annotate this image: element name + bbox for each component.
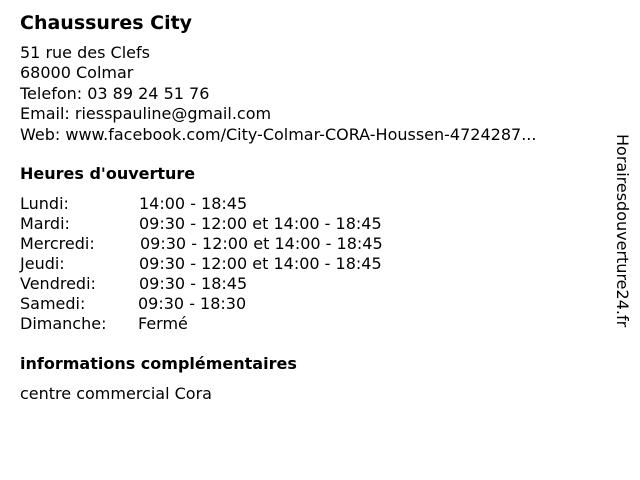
hours-row-thursday [20, 254, 440, 274]
day-label: Jeudi: [20, 254, 65, 273]
hours-row-wednesday [20, 234, 440, 254]
hours-row-friday [20, 274, 440, 294]
time-value: Fermé [138, 314, 188, 333]
info-heading: informations complémentaires [20, 354, 297, 373]
opening-hours-table [20, 194, 440, 334]
hours-row-monday [20, 194, 440, 214]
website-link[interactable]: Web: www.facebook.com/City-Colmar-CORA-Houssen-4724287... [20, 124, 537, 144]
business-name: Chaussures City [20, 12, 193, 34]
day-label: Vendredi: [20, 274, 96, 293]
day-label: Dimanche: [20, 314, 107, 333]
time-value: 14:00 - 18:45 [139, 194, 248, 213]
info-text: centre commercial Cora [20, 384, 212, 403]
day-label: Mercredi: [20, 234, 95, 253]
contact-details [20, 43, 536, 145]
hours-row-tuesday [20, 214, 440, 234]
day-label: Samedi: [20, 294, 86, 313]
site-watermark: Horairesdouverture24.fr [613, 134, 632, 328]
address-city: 68000 Colmar [20, 63, 134, 83]
time-value: 09:30 - 12:00 et 14:00 - 18:45 [140, 234, 383, 253]
hours-row-sunday [20, 314, 440, 334]
day-label: Mardi: [20, 214, 70, 233]
hours-row-saturday [20, 294, 440, 314]
phone-number[interactable]: Telefon: 03 89 24 51 76 [20, 83, 210, 103]
time-value: 09:30 - 18:45 [139, 274, 248, 293]
time-value: 09:30 - 12:00 et 14:00 - 18:45 [139, 254, 382, 273]
time-value: 09:30 - 18:30 [138, 294, 247, 313]
day-label: Lundi: [20, 194, 69, 213]
address-street: 51 rue des Clefs [20, 43, 150, 62]
hours-heading: Heures d'ouverture [20, 164, 196, 183]
time-value: 09:30 - 12:00 et 14:00 - 18:45 [139, 214, 382, 233]
email-address[interactable]: Email: riesspauline@gmail.com [20, 104, 272, 124]
